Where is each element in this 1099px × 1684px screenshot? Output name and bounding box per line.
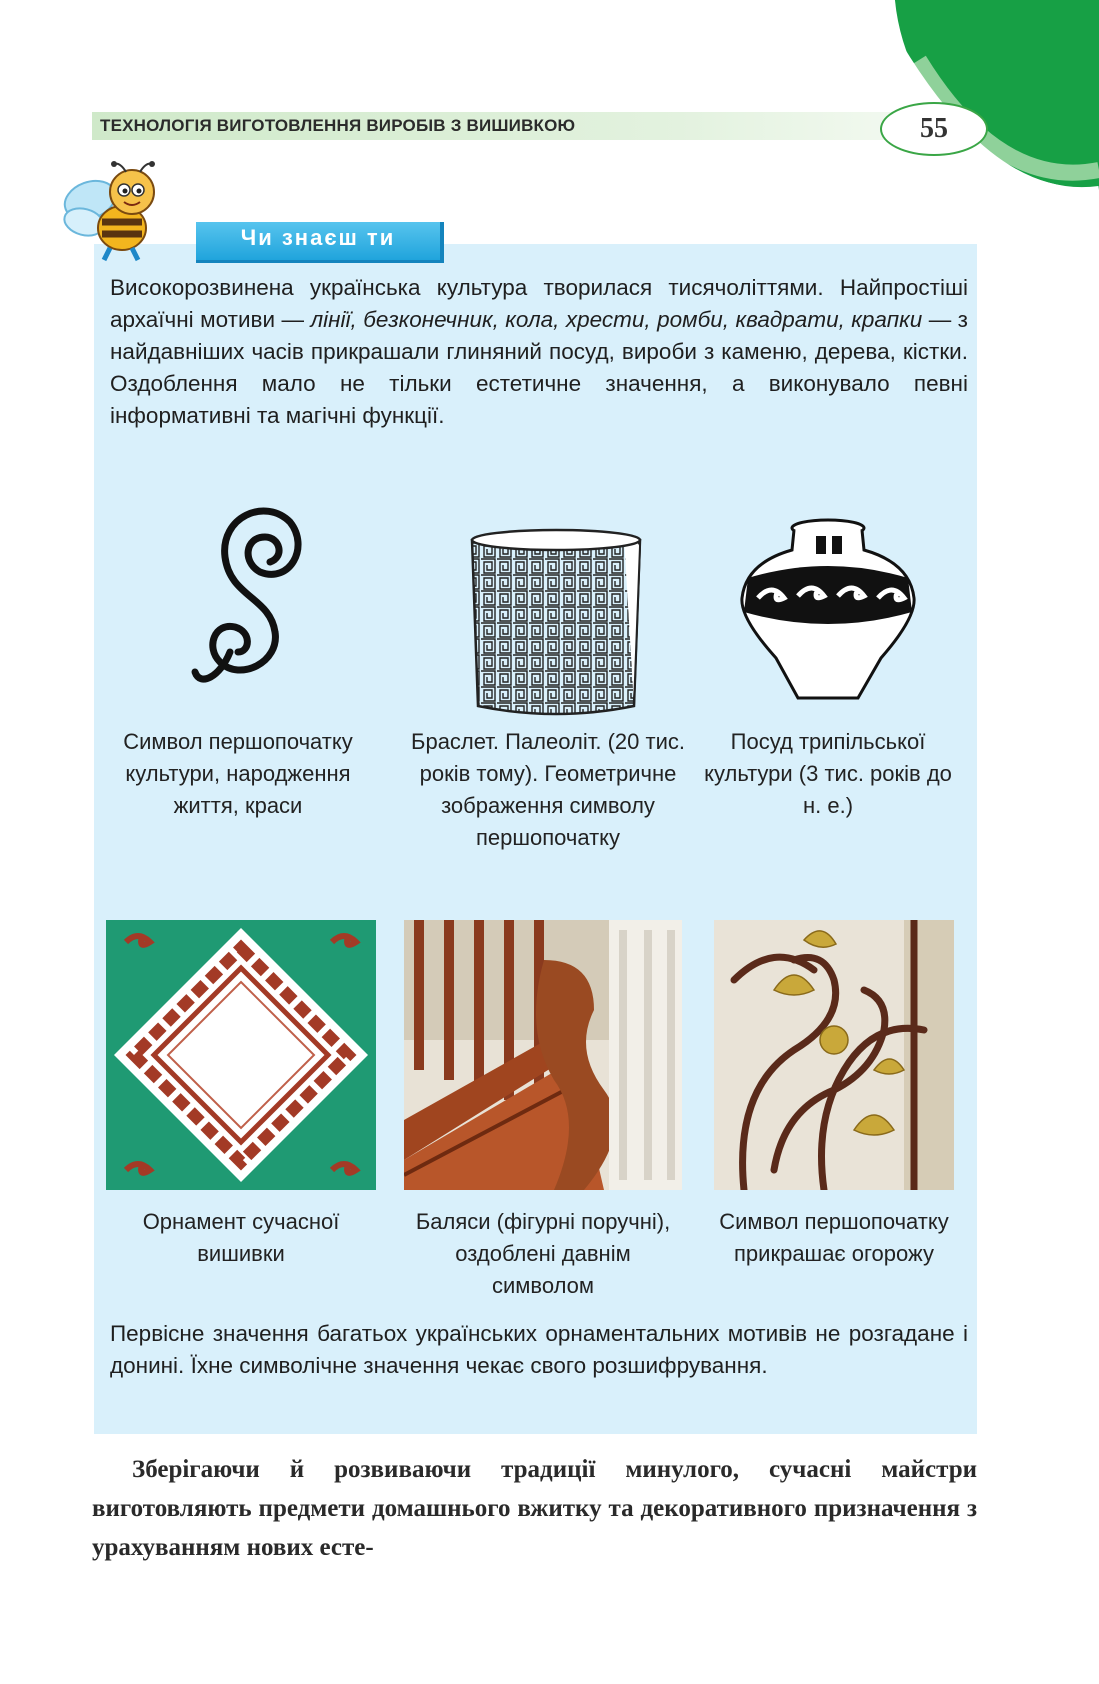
- embroidery-ornament-image: [106, 920, 376, 1190]
- caption-wrought-fence: Символ першопочатку прикрашає огорожу: [719, 1209, 949, 1266]
- spiral-symbol-icon: [180, 502, 335, 697]
- did-you-know-tab: [196, 222, 444, 263]
- caption-trypillia-vessel: Посуд трипільської культури (3 тис. років до н. е.): [704, 729, 952, 818]
- page-header-title: ТЕХНОЛОГІЯ ВИГОТОВЛЕННЯ ВИРОБІВ З ВИШИВКОЮ: [100, 116, 576, 135]
- page-number: 55: [880, 102, 988, 156]
- intro-italic-motifs: лінії, безконечник, кола, хрести, ромби, квадрати, крапки: [310, 307, 923, 332]
- closing-paragraph: Первісне значення багатьох українських орнаментальних мотивів не розгадане і донині. Їхне символічне значення чекає свого розшифрування.: [110, 1321, 968, 1378]
- intro-text-1: Високорозвинена українська культура творилася тисячоліттями. Найпростіші архаїчні мотиви —: [110, 275, 968, 332]
- caption-bracelet: Браслет. Палеоліт. (20 тис. років тому). Геометричне зображення символу першопочатку: [411, 729, 685, 850]
- wrought-fence-image: [714, 920, 954, 1190]
- caption-balusters: Баляси (фігурні поручні), оздоблені давнім символом: [415, 1209, 671, 1298]
- caption-spiral-symbol: Символ першопочатку культури, народження життя, краси: [123, 729, 353, 818]
- balusters-image: [404, 920, 682, 1190]
- trypillia-vessel-icon: [736, 518, 921, 710]
- caption-embroidery-ornament: Орнамент сучасної вишивки: [142, 1209, 340, 1266]
- intro-text-2: — з найдавніших часів прикрашали глиняний посуд, вироби з каменю, дерева, кістки. Оздоблення мало не тільки естетичне значення, а виконувало певні інформативні та магічні функції.: [110, 307, 968, 428]
- intro-paragraph: [110, 272, 968, 432]
- bracelet-icon: [464, 526, 648, 721]
- did-you-know-label: Чи знаєш ти: [240, 225, 396, 250]
- bee-mascot-icon: [62, 160, 182, 265]
- main-body-paragraph: Зберігаючи й розвиваючи традиції минулого, сучасні майстри виготовляють предмети домашнього вжитку та декоративного призначення з урахуванням нових есте-: [92, 1456, 977, 1561]
